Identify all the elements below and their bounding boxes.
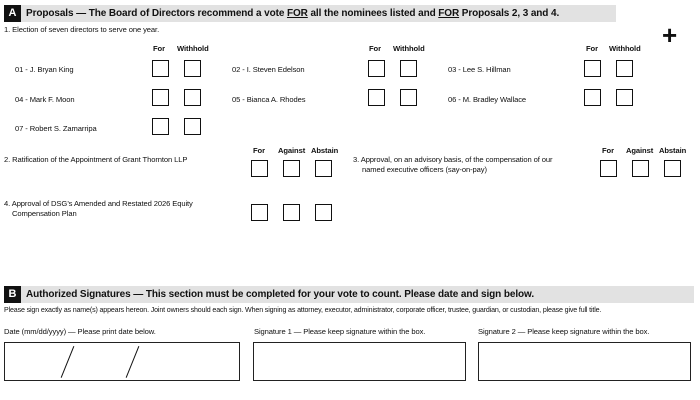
for-header: For	[253, 146, 265, 155]
date-label: Date (mm/dd/yyyy) — Please print date below.	[4, 327, 156, 336]
nominee-label: 07 - Robert S. Zamarripa	[15, 124, 97, 133]
nominee-label: 06 - M. Bradley Wallace	[448, 95, 527, 104]
nominee-label: 01 - J. Bryan King	[15, 65, 74, 74]
proposal-4-label-line2: Compensation Plan	[12, 209, 77, 218]
nominee-label: 03 - Lee S. Hillman	[448, 65, 511, 74]
proposal-4-abstain-checkbox[interactable]	[315, 204, 332, 221]
section-a-title-emphasis: FOR	[438, 8, 460, 19]
section-a-title-text: Proposals — The Board of Directors recommend a vote	[26, 8, 287, 19]
section-a-title-text: all the nominees listed and	[307, 8, 439, 19]
section-a-title	[26, 5, 559, 22]
abstain-header: Abstain	[659, 146, 687, 155]
nominee-03-withhold-checkbox[interactable]	[616, 60, 633, 77]
proposal-3-abstain-checkbox[interactable]	[664, 160, 681, 177]
section-b-header	[4, 286, 694, 303]
section-a-letter: A	[4, 5, 21, 22]
section-a-header	[4, 5, 616, 22]
nominee-07-withhold-checkbox[interactable]	[184, 118, 201, 135]
against-header: Against	[278, 146, 306, 155]
nominee-05-withhold-checkbox[interactable]	[400, 89, 417, 106]
proposal-3-label-line2: named executive officers (say-on-pay)	[362, 165, 487, 174]
proposal-2-against-checkbox[interactable]	[283, 160, 300, 177]
nominee-label: 04 - Mark F. Moon	[15, 95, 75, 104]
proposal-2-for-checkbox[interactable]	[251, 160, 268, 177]
proposal-2-abstain-checkbox[interactable]	[315, 160, 332, 177]
signature-1-box[interactable]	[253, 342, 466, 381]
signature-2-box[interactable]	[478, 342, 691, 381]
signature-instructions: Please sign exactly as name(s) appears hereon. Joint owners should each sign. When signing as attorney, executor, administrator, corporate officer, trustee, guardian, or custodian, please give full title.	[4, 306, 602, 314]
plus-icon: +	[662, 20, 678, 50]
signature-2-label: Signature 2 — Please keep signature within the box.	[478, 327, 650, 336]
for-header: For	[153, 44, 165, 53]
for-header: For	[369, 44, 381, 53]
section-b-letter: B	[4, 286, 21, 303]
nominee-06-for-checkbox[interactable]	[584, 89, 601, 106]
proposal-3-against-checkbox[interactable]	[632, 160, 649, 177]
proposal-2-label: 2. Ratification of the Appointment of Grant Thornton LLP	[4, 155, 188, 164]
proposal-4-label-line1: 4. Approval of DSG’s Amended and Restated 2026 Equity	[4, 199, 193, 208]
nominee-07-for-checkbox[interactable]	[152, 118, 169, 135]
section-a-title-text: Proposals 2, 3 and 4.	[459, 8, 560, 19]
proposal-3-label-line1: 3. Approval, on an advisory basis, of the compensation of our	[353, 155, 553, 164]
withhold-header: Withhold	[177, 44, 209, 53]
against-header: Against	[626, 146, 654, 155]
withhold-header: Withhold	[393, 44, 425, 53]
nominee-06-withhold-checkbox[interactable]	[616, 89, 633, 106]
proposal-4-for-checkbox[interactable]	[251, 204, 268, 221]
proposal-1-label: 1. Election of seven directors to serve one year.	[4, 25, 160, 34]
section-a-title-emphasis: FOR	[286, 8, 308, 19]
withhold-header: Withhold	[609, 44, 641, 53]
nominee-02-withhold-checkbox[interactable]	[400, 60, 417, 77]
nominee-05-for-checkbox[interactable]	[368, 89, 385, 106]
abstain-header: Abstain	[311, 146, 339, 155]
nominee-02-for-checkbox[interactable]	[368, 60, 385, 77]
nominee-04-withhold-checkbox[interactable]	[184, 89, 201, 106]
nominee-01-withhold-checkbox[interactable]	[184, 60, 201, 77]
proposal-4-against-checkbox[interactable]	[283, 204, 300, 221]
section-b-title: Authorized Signatures — This section must be completed for your vote to count. Please date and sign below.	[26, 289, 534, 300]
nominee-label: 02 - I. Steven Edelson	[232, 65, 305, 74]
for-header: For	[602, 146, 614, 155]
nominee-04-for-checkbox[interactable]	[152, 89, 169, 106]
signature-1-label: Signature 1 — Please keep signature within the box.	[254, 327, 426, 336]
nominee-01-for-checkbox[interactable]	[152, 60, 169, 77]
nominee-label: 05 - Bianca A. Rhodes	[232, 95, 306, 104]
nominee-03-for-checkbox[interactable]	[584, 60, 601, 77]
for-header: For	[586, 44, 598, 53]
date-input-box[interactable]	[4, 342, 240, 381]
proposal-3-for-checkbox[interactable]	[600, 160, 617, 177]
